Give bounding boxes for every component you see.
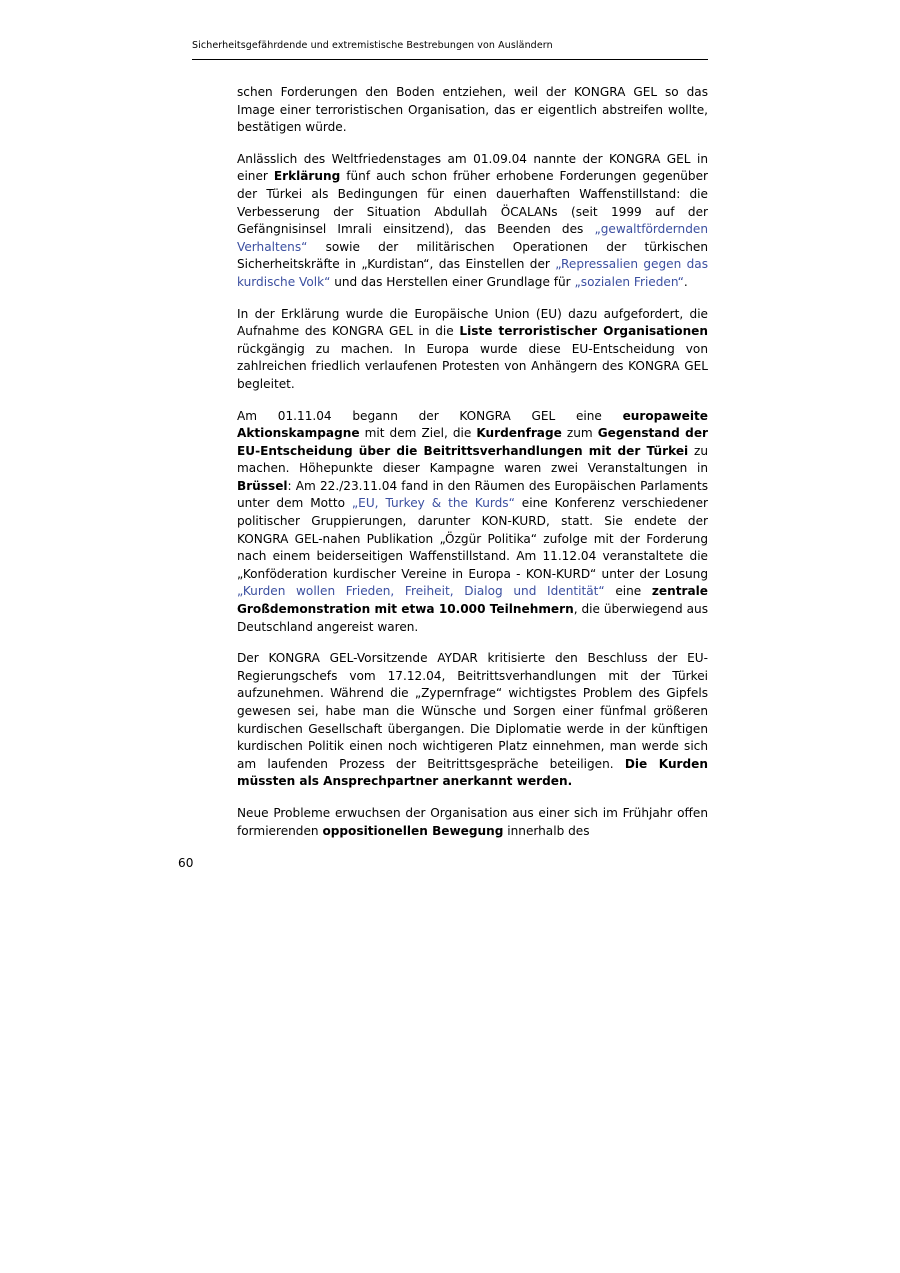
text-run: rückgängig zu machen. In Europa wurde diese EU-Entscheidung von zahlreichen friedlich verlaufenen Protesten von Anhängern des KONGRA GEL begleitet. [237,341,708,391]
paragraph [237,84,708,137]
text-run: Am 01.11.04 begann der KONGRA GEL eine [237,408,623,423]
text-run: zu machen. Höhepunkte dieser Kampagne waren zwei Veranstaltungen in [237,443,709,476]
page-number: 60 [178,856,194,870]
text-run: . [683,274,688,289]
emphasis-bold: Die Kurden müssten als Ansprechpartner anerkannt werden. [237,756,708,789]
text-run: eine [604,584,652,599]
emphasis-bold: Kurdenfrage [476,426,562,441]
text-run: mit dem Ziel, die [359,426,477,441]
highlighted-quote: „sozialen Frieden“ [574,274,684,289]
text-run: zum [561,426,598,441]
header-rule [192,59,708,60]
text-run: fünf auch schon früher erhobene Forderungen gegenüber der Türkei als Bedingungen für einen dauerhaften Waffenstillstand: die Verbesserung der Situation Abdullah ÖCALANs (seit 1999 auf der Gefängnisinsel Imrali einsitzend), das Beenden des [237,169,708,237]
text-run: und das Herstellen einer Grundlage für [330,274,575,289]
highlighted-quote: „Repressalien gegen das kurdische Volk“ [237,257,708,289]
text-run: , die überwiegend aus Deutschland angereist waren. [237,602,708,634]
emphasis-bold: Erklärung [273,169,341,184]
text-run: schen Forderungen den Boden entziehen, weil der KONGRA GEL so das Image einer terroristischen Organisation, das er eigentlich abstreifen wollte, bestätigen würde. [237,85,708,135]
emphasis-bold: Gegenstand der EU-Entscheidung über die Beitrittsverhandlungen mit der Türkei [237,426,708,458]
text-run: Der KONGRA GEL-Vorsitzende AYDAR kritisierte den Beschluss der EU-Regierungschefs vom 17.12.04, Beitrittsverhandlungen mit der Türkei aufzunehmen. Während die „Zypernfrage“ wichtigstes Problem des Gipfels gewesen sei, habe man die Wünsche und Sorgen einer fünfmal größeren kurdischen Gesellschaft übergangen. Die Diplomatie werde in der künftigen kurdischen Politik einen noch wichtigeren Platz einnehmen, man werde sich am laufenden Prozess der Beitrittsgespräche beteiligen. [237,651,708,771]
highlighted-quote: „EU, Turkey & the Kurds“ [351,496,515,511]
emphasis-bold: europaweite Aktionskampagne [237,408,708,441]
emphasis-bold: zentrale Großdemonstration mit etwa 10.000 Teilnehmern [237,584,708,617]
text-run: : Am 22./23.11.04 fand in den Räumen des Europäischen Parlaments unter dem Motto [237,478,708,511]
running-head: Sicherheitsgefährdende und extremistische Bestrebungen von Ausländern [192,40,553,51]
text-run: Anlässlich des Weltfriedenstages am 01.09.04 nannte der KONGRA GEL in einer [237,151,708,184]
emphasis-bold: Brüssel [237,478,288,493]
text-run: eine Konferenz verschiedener politischer Gruppierungen, darunter KON-KURD, statt. Sie endete der KONGRA GEL-nahen Publikation „Özgür Politika“ zufolge mit der Forderung nach einem beiderseitigen Waffenstillstand. Am 11.12.04 veranstaltete die „Konföderation kurdischer Vereine in Europa - KON-KURD“ unter der Losung [237,496,709,581]
highlighted-quote: „gewaltfördernden Verhaltens“ [237,222,708,254]
text-run: sowie der militärischen Operationen der türkischen Sicherheitskräfte in „Kurdistan“, das Einstellen der [237,239,708,272]
emphasis-bold: oppositionellen Bewegung [322,823,504,838]
paragraph [237,408,708,637]
text-run: innerhalb des [503,823,590,838]
paragraph [237,306,708,394]
text-run: Neue Probleme erwuchsen der Organisation aus einer sich im Frühjahr offen formierenden [237,805,708,838]
paragraph [237,650,708,791]
paragraph [237,151,708,292]
text-run: In der Erklärung wurde die Europäische Union (EU) dazu aufgefordert, die Aufnahme des KONGRA GEL in die [237,306,708,339]
emphasis-bold: Liste terroristischer Organisationen [459,324,708,339]
highlighted-quote: „Kurden wollen Frieden, Freiheit, Dialog und Identität“ [237,584,605,599]
paragraph [237,805,708,840]
body-text [237,84,708,840]
